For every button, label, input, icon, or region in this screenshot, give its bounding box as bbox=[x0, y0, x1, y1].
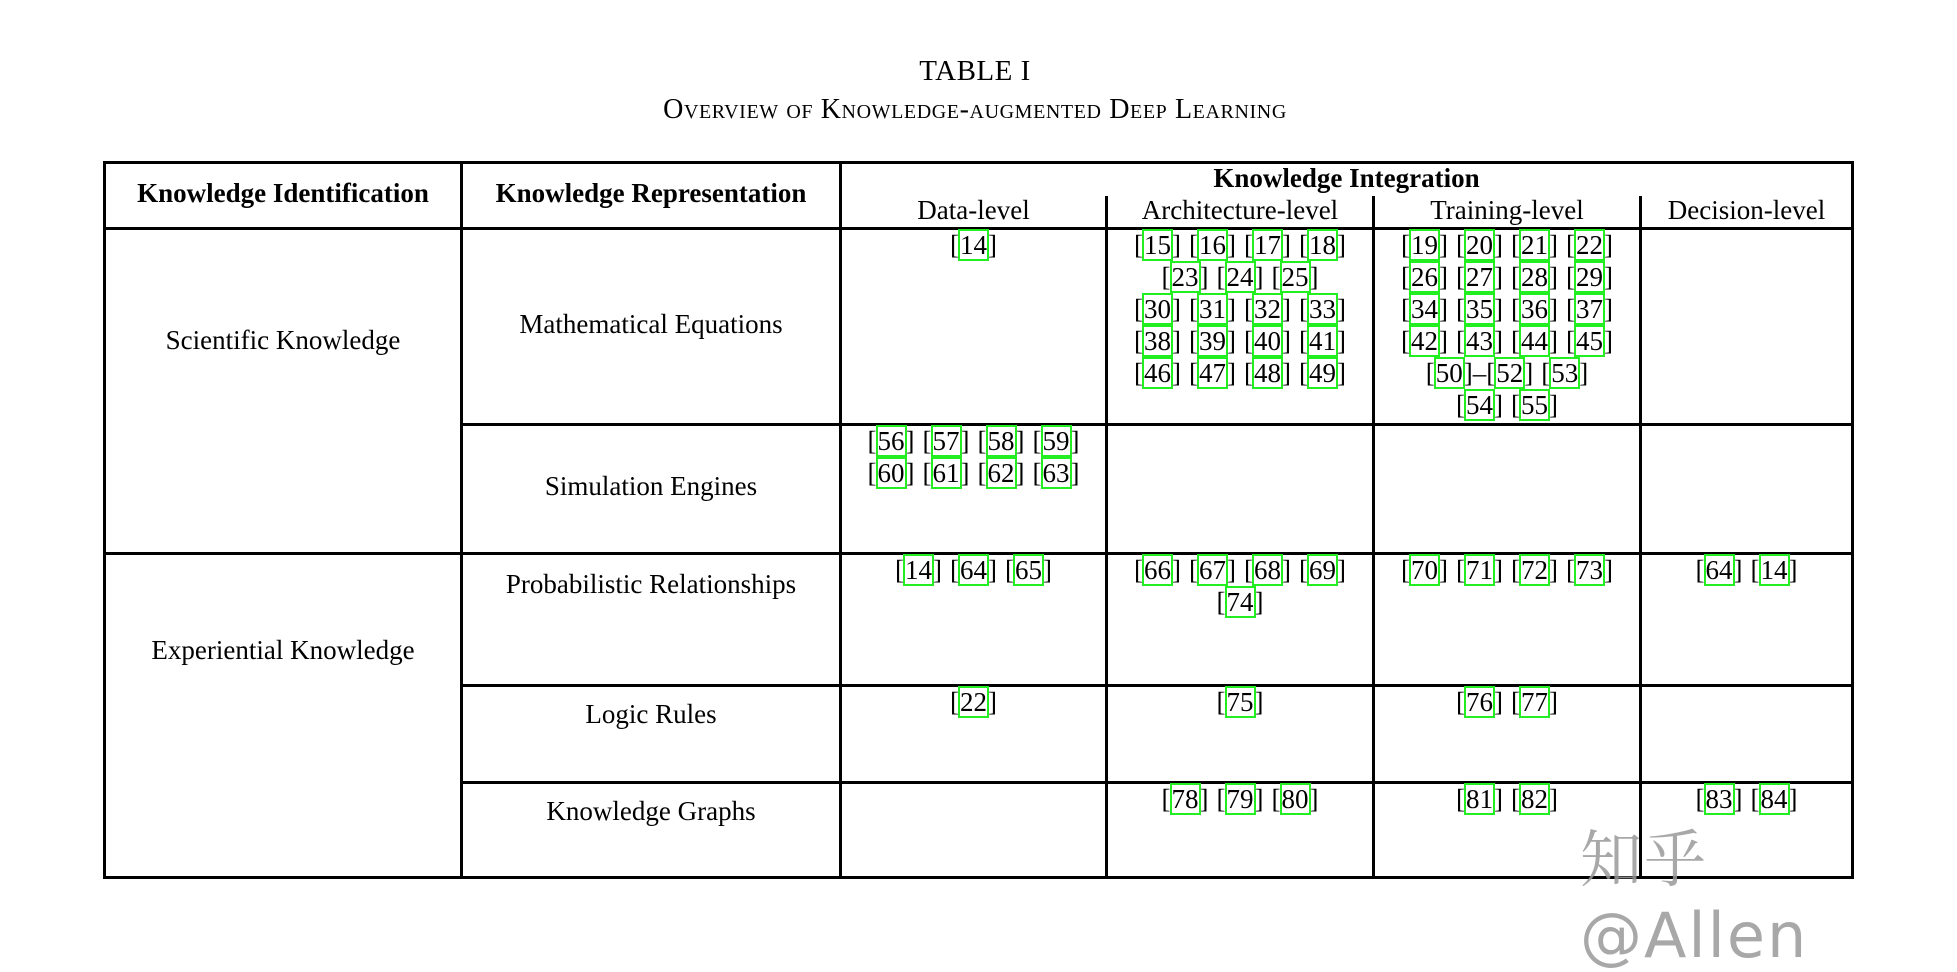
identification-experiential-knowledge: Experiential Knowledge bbox=[151, 635, 415, 665]
citation-link[interactable]: [49] bbox=[1299, 358, 1346, 388]
citation-link[interactable]: [29] bbox=[1566, 262, 1613, 292]
citation-link[interactable]: [20] bbox=[1456, 230, 1503, 260]
citation-link[interactable]: [48] bbox=[1244, 358, 1291, 388]
citation-line bbox=[842, 229, 1105, 261]
citation-line bbox=[1375, 229, 1639, 261]
citation-link[interactable]: [36] bbox=[1511, 294, 1558, 324]
citation-link[interactable]: [50]–[52] bbox=[1425, 358, 1534, 388]
citation-link[interactable]: [14] bbox=[950, 230, 997, 260]
citation-link[interactable]: [28] bbox=[1511, 262, 1558, 292]
header-knowledge-representation: Knowledge Representation bbox=[495, 178, 807, 208]
citation-link[interactable]: [80] bbox=[1271, 784, 1319, 814]
refs-prob-training bbox=[1375, 554, 1639, 586]
citation-link[interactable]: [70] bbox=[1401, 555, 1448, 585]
representation-simulation-engines: Simulation Engines bbox=[544, 471, 758, 501]
citation-line bbox=[1375, 293, 1639, 325]
citation-link[interactable]: [16] bbox=[1189, 230, 1236, 260]
citation-link[interactable]: [78] bbox=[1161, 784, 1209, 814]
citation-link[interactable]: [60] bbox=[867, 458, 915, 488]
identification-scientific-knowledge: Scientific Knowledge bbox=[165, 325, 401, 355]
representation-knowledge-graphs: Knowledge Graphs bbox=[546, 796, 756, 826]
citation-link[interactable]: [68] bbox=[1244, 555, 1291, 585]
header-data-level: Data-level bbox=[917, 195, 1030, 225]
table-title: Overview of Knowledge-augmented Deep Learning bbox=[663, 94, 1287, 125]
citation-link[interactable]: [54] bbox=[1456, 390, 1503, 420]
citation-line bbox=[1108, 357, 1372, 389]
citation-line bbox=[1375, 389, 1639, 421]
refs-math-data bbox=[842, 229, 1105, 261]
citation-link[interactable]: [73] bbox=[1566, 555, 1613, 585]
citation-link[interactable]: [62] bbox=[977, 458, 1025, 488]
citation-link[interactable]: [45] bbox=[1566, 326, 1613, 356]
citation-link[interactable]: [75] bbox=[1216, 687, 1264, 717]
citation-line bbox=[1375, 325, 1639, 357]
citation-link[interactable]: [15] bbox=[1134, 230, 1181, 260]
citation-link[interactable]: [26] bbox=[1401, 262, 1448, 292]
refs-math-training bbox=[1375, 229, 1639, 421]
refs-logic-data bbox=[842, 686, 1105, 718]
citation-link[interactable]: [39] bbox=[1189, 326, 1236, 356]
citation-link[interactable]: [61] bbox=[922, 458, 970, 488]
citation-link[interactable]: [33] bbox=[1299, 294, 1346, 324]
refs-prob-data bbox=[842, 554, 1105, 586]
citation-link[interactable]: [23] bbox=[1161, 262, 1209, 292]
citation-link[interactable]: [82] bbox=[1511, 784, 1558, 814]
citation-link[interactable]: [38] bbox=[1134, 326, 1181, 356]
citation-link[interactable]: [30] bbox=[1134, 294, 1181, 324]
citation-line bbox=[842, 686, 1105, 718]
citation-link[interactable]: [41] bbox=[1299, 326, 1346, 356]
citation-link[interactable]: [24] bbox=[1216, 262, 1264, 292]
citation-line bbox=[1108, 325, 1372, 357]
citation-link[interactable]: [32] bbox=[1244, 294, 1291, 324]
citation-line bbox=[1375, 357, 1639, 389]
citation-link[interactable]: [66] bbox=[1134, 555, 1181, 585]
citation-line bbox=[1108, 261, 1372, 293]
citation-link[interactable]: [58] bbox=[977, 426, 1025, 456]
citation-link[interactable]: [34] bbox=[1401, 294, 1448, 324]
citation-line bbox=[1108, 554, 1372, 586]
citation-link[interactable]: [47] bbox=[1189, 358, 1236, 388]
citation-link[interactable]: [37] bbox=[1566, 294, 1613, 324]
refs-kg-architecture bbox=[1108, 783, 1372, 815]
representation-mathematical-equations: Mathematical Equations bbox=[519, 309, 783, 339]
refs-prob-decision bbox=[1642, 554, 1851, 586]
citation-link[interactable]: [84] bbox=[1750, 784, 1798, 814]
table-label: TABLE I bbox=[919, 55, 1031, 87]
citation-line bbox=[1375, 261, 1639, 293]
citation-link[interactable]: [53] bbox=[1541, 358, 1589, 388]
citation-link[interactable]: [55] bbox=[1511, 390, 1558, 420]
citation-link[interactable]: [22] bbox=[1566, 230, 1613, 260]
citation-link[interactable]: [72] bbox=[1511, 555, 1558, 585]
citation-link[interactable]: [77] bbox=[1511, 687, 1558, 717]
citation-line bbox=[1108, 686, 1372, 718]
rule-col2 bbox=[839, 161, 842, 879]
citation-line bbox=[842, 425, 1105, 457]
representation-logic-rules: Logic Rules bbox=[585, 699, 717, 729]
citation-link[interactable]: [57] bbox=[922, 426, 970, 456]
refs-math-architecture bbox=[1108, 229, 1372, 389]
citation-line bbox=[1108, 293, 1372, 325]
citation-link[interactable]: [44] bbox=[1511, 326, 1558, 356]
citation-link[interactable]: [74] bbox=[1216, 587, 1264, 617]
citation-link[interactable]: [14] bbox=[1750, 555, 1798, 585]
refs-prob-architecture bbox=[1108, 554, 1372, 618]
citation-link[interactable]: [18] bbox=[1299, 230, 1346, 260]
citation-line bbox=[842, 457, 1105, 489]
header-knowledge-identification: Knowledge Identification bbox=[137, 178, 429, 208]
citation-link[interactable]: [43] bbox=[1456, 326, 1503, 356]
citation-link[interactable]: [35] bbox=[1456, 294, 1503, 324]
citation-link[interactable]: [25] bbox=[1271, 262, 1319, 292]
refs-logic-training bbox=[1375, 686, 1639, 718]
citation-link[interactable]: [17] bbox=[1244, 230, 1291, 260]
watermark: 知乎 @Allen bbox=[1580, 823, 1809, 972]
citation-line bbox=[1375, 686, 1639, 718]
rule-col5 bbox=[1639, 196, 1642, 879]
refs-sim-data bbox=[842, 425, 1105, 489]
citation-link[interactable]: [64] bbox=[1695, 555, 1743, 585]
rule-left bbox=[103, 161, 106, 879]
header-training-level: Training-level bbox=[1430, 195, 1584, 225]
citation-line bbox=[1108, 783, 1372, 815]
citation-link[interactable]: [21] bbox=[1511, 230, 1558, 260]
rule-math-sim bbox=[461, 423, 1854, 426]
citation-link[interactable]: [46] bbox=[1134, 358, 1181, 388]
citation-link[interactable]: [76] bbox=[1456, 687, 1503, 717]
citation-link[interactable]: [71] bbox=[1456, 555, 1503, 585]
rule-col1 bbox=[460, 161, 463, 879]
citation-link[interactable]: [79] bbox=[1216, 784, 1264, 814]
citation-link[interactable]: [19] bbox=[1401, 230, 1448, 260]
citation-link[interactable]: [64] bbox=[950, 555, 997, 585]
citation-line bbox=[1108, 229, 1372, 261]
citation-link[interactable]: [69] bbox=[1299, 555, 1346, 585]
citation-link[interactable]: [59] bbox=[1032, 426, 1080, 456]
citation-link[interactable]: [63] bbox=[1032, 458, 1080, 488]
representation-probabilistic-relationships: Probabilistic Relationships bbox=[505, 569, 797, 599]
citation-link[interactable]: [56] bbox=[867, 426, 915, 456]
citation-link[interactable]: [65] bbox=[1005, 555, 1052, 585]
citation-link[interactable]: [31] bbox=[1189, 294, 1236, 324]
citation-link[interactable]: [42] bbox=[1401, 326, 1448, 356]
citation-link[interactable]: [67] bbox=[1189, 555, 1236, 585]
citation-link[interactable]: [40] bbox=[1244, 326, 1291, 356]
citation-line bbox=[1642, 554, 1851, 586]
citation-link[interactable]: [22] bbox=[950, 687, 997, 717]
citation-link[interactable]: [27] bbox=[1456, 262, 1503, 292]
citation-link[interactable]: [81] bbox=[1456, 784, 1503, 814]
citation-link[interactable]: [14] bbox=[895, 555, 942, 585]
citation-line bbox=[842, 554, 1105, 586]
refs-logic-architecture bbox=[1108, 686, 1372, 718]
header-architecture-level: Architecture-level bbox=[1141, 195, 1339, 225]
header-knowledge-integration: Knowledge Integration bbox=[1213, 163, 1480, 193]
rule-right bbox=[1851, 161, 1854, 879]
header-decision-level: Decision-level bbox=[1667, 195, 1826, 225]
citation-line bbox=[1108, 586, 1372, 618]
citation-line bbox=[1375, 554, 1639, 586]
citation-link[interactable]: [83] bbox=[1695, 784, 1743, 814]
